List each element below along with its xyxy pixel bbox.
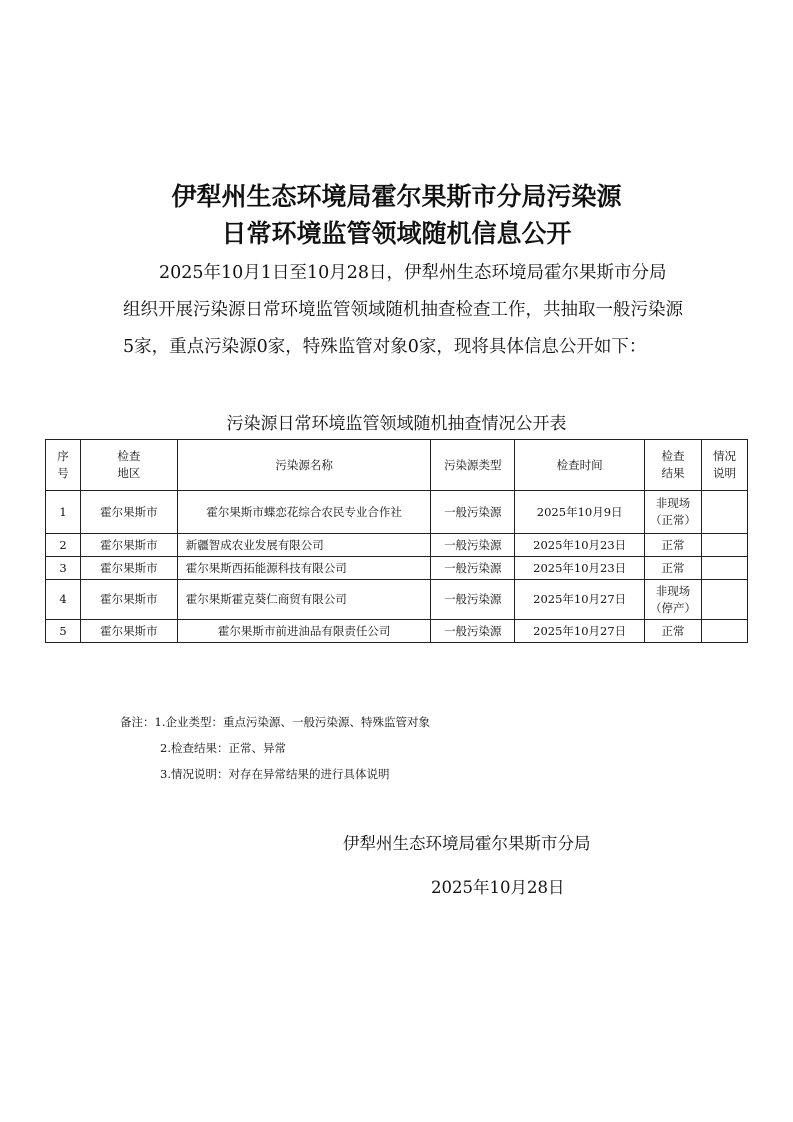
table-row — [46, 557, 748, 580]
cell-result: 正常 — [645, 557, 702, 580]
notes-block — [120, 709, 430, 787]
signature-organization: 伊犁州生态环境局霍尔果斯市分局 — [343, 834, 591, 853]
header-result: 检查 结果 — [645, 440, 702, 491]
header-region: 检查 地区 — [80, 440, 177, 491]
cell-name: 霍尔果斯市前进油品有限责任公司 — [177, 620, 431, 643]
cell-index: 1 — [46, 491, 81, 534]
cell-note — [702, 491, 748, 534]
cell-result: 非现场 （停产） — [645, 580, 702, 620]
cell-region: 霍尔果斯市 — [80, 557, 177, 580]
cell-name: 霍尔果斯霍克葵仁商贸有限公司 — [177, 580, 431, 620]
document-title-line2: 日常环境监管领域随机信息公开 — [221, 219, 572, 248]
cell-type: 一般污染源 — [431, 491, 515, 534]
cell-index: 2 — [46, 534, 81, 557]
cell-region: 霍尔果斯市 — [80, 580, 177, 620]
table-row — [46, 580, 748, 620]
cell-time: 2025年10月27日 — [515, 580, 645, 620]
table-row — [46, 534, 748, 557]
cell-time: 2025年10月23日 — [515, 557, 645, 580]
cell-result: 正常 — [645, 534, 702, 557]
cell-time: 2025年10月9日 — [515, 491, 645, 534]
cell-time: 2025年10月27日 — [515, 620, 645, 643]
header-time: 检查时间 — [515, 440, 645, 491]
note-line-2: 2.检查结果：正常、异常 — [160, 741, 286, 755]
cell-region: 霍尔果斯市 — [80, 534, 177, 557]
note-line-1: 备注：1.企业类型：重点污染源、一般污染源、特殊监管对象 — [120, 715, 430, 729]
cell-note — [702, 557, 748, 580]
intro-paragraph — [123, 255, 683, 366]
cell-region: 霍尔果斯市 — [80, 620, 177, 643]
table-row — [46, 491, 748, 534]
cell-type: 一般污染源 — [431, 557, 515, 580]
cell-result: 正常 — [645, 620, 702, 643]
cell-name: 新疆智成农业发展有限公司 — [177, 534, 431, 557]
cell-index: 3 — [46, 557, 81, 580]
cell-note — [702, 620, 748, 643]
header-note: 情况 说明 — [702, 440, 748, 491]
header-type: 污染源类型 — [431, 440, 515, 491]
signature-date: 2025年10月28日 — [431, 878, 565, 897]
inspection-table — [45, 439, 748, 643]
cell-type: 一般污染源 — [431, 620, 515, 643]
header-index: 序 号 — [46, 440, 81, 491]
cell-time: 2025年10月23日 — [515, 534, 645, 557]
cell-note — [702, 580, 748, 620]
intro-text: 2025年10月1日至10月28日，伊犁州生态环境局霍尔果斯市分局组织开展污染源日常环境监管领域随机抽查检查工作，共抽取一般污染源5家，重点污染源0家，特殊监管对象0家，现将具体信息公开如下： — [123, 263, 683, 357]
cell-name: 霍尔果斯市蝶恋花综合农民专业合作社 — [177, 491, 431, 534]
table-caption: 污染源日常环境监管领域随机抽查情况公开表 — [226, 414, 567, 434]
table-row — [46, 620, 748, 643]
cell-index: 4 — [46, 580, 81, 620]
cell-note — [702, 534, 748, 557]
header-name: 污染源名称 — [177, 440, 431, 491]
cell-type: 一般污染源 — [431, 580, 515, 620]
table-header-row — [46, 440, 748, 491]
cell-name: 霍尔果斯西拓能源科技有限公司 — [177, 557, 431, 580]
cell-result: 非现场 （正常） — [645, 491, 702, 534]
cell-index: 5 — [46, 620, 81, 643]
cell-type: 一般污染源 — [431, 534, 515, 557]
document-title-line1: 伊犁州生态环境局霍尔果斯市分局污染源 — [171, 182, 622, 211]
note-line-3: 3.情况说明：对存在异常结果的进行具体说明 — [160, 767, 390, 781]
cell-region: 霍尔果斯市 — [80, 491, 177, 534]
